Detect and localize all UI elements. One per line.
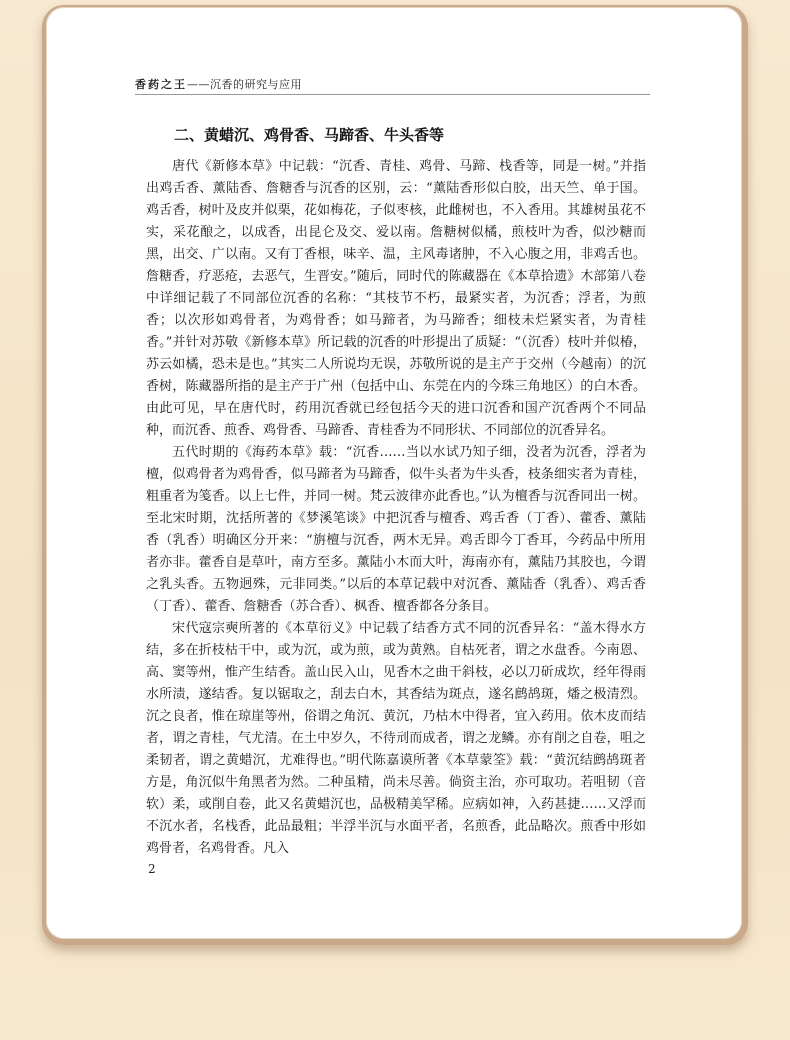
book-title: 香药之王	[135, 78, 187, 91]
section-title: 二、黄蜡沉、鸡骨香、马蹄香、牛头香等	[174, 126, 445, 144]
paragraph: 宋代寇宗奭所著的《本草衍义》中记载了结香方式不同的沉香异名：“盖木得水方结，多在折枝枯干中，或为沉，或为煎，或为黄熟。自枯死者，谓之水盘香。今南恩、高、窦等州，惟产生结香。盖山民入山，见香木之曲干斜枝，必以刀斫成坎，经年得雨水所渍，遂结香。复以锯取之，刮去白木，其香结为斑点，遂名鹧鸪斑，燔之极清烈。沉之良者，惟在琼崖等州，俗谓之角沉、黄沉，乃枯木中得者，宜入药用。依木皮而结者，谓之青桂，气尤清。在土中岁久，不待刓而成者，谓之龙鳞。亦有削之自卷，咀之柔韧者，谓之黄蜡沉，尤难得也。”明代陈嘉谟所著《本草蒙筌》载：“黄沉结鹧鸪斑者方是，角沉似牛角黑者为然。二种虽精，尚未尽善。倘资主治，亦可取功。若咀韧（音软）柔，或削自卷，此又名黄蜡沉也，品极精美罕稀。应病如神，入药甚捷……又浮而不沉水者，名栈香，此品最粗；半浮半沉与水面平者，名煎香，此品略次。煎香中形如鸡骨者，名鸡骨香。凡入	[146, 621, 646, 856]
paragraph: 五代时期的《海药本草》载：“沉香……当以水试乃知子细，没者为沉香，浮者为檀，似鸡骨者为鸡骨香，似马蹄者为马蹄香，似牛头者为牛头香，枝条细实者为青桂，粗重者为笺香。以上七件，并同一树。梵云波律亦此香也。”认为檀香与沉香同出一树。至北宋时期，沈括所著的《梦溪笔谈》中把沉香与檀香、鸡舌香（丁香）、藿香、薰陆香（乳香）明确区分开来：“旃檀与沉香，两木无异。鸡舌即今丁香耳，今药品中所用者亦非。藿香自是草叶，南方至多。薰陆小木而大叶，海南亦有，薰陆乃其胶也，今谓之乳头香。五物迥殊，元非同类。”以后的本草记载中对沉香、薰陆香（乳香）、鸡舌香（丁香）、藿香、詹糖香（苏合香）、枫香、檀香都各分条目。	[146, 445, 646, 614]
page-number: 2	[148, 862, 156, 876]
paragraph: 唐代《新修本草》中记载：“沉香、青桂、鸡骨、马蹄、栈香等，同是一树。”并指出鸡舌香、薰陆香、詹糖香与沉香的区别，云：“薰陆香形似白胶，出天竺、单于国。鸡舌香，树叶及皮并似栗，花如梅花，子似枣核，此雌树也，不入香用。其雄树虽花不实，采花酿之，以成香，出昆仑及交、爱以南。詹糖树似橘，煎枝叶为香，似沙糖而黑，出交、广以南。又有丁香根，味辛、温，主风毒诸肿，不入心腹之用，非鸡舌也。詹糖香，疗恶疮，去恶气，生晋安。”随后，同时代的陈藏器在《本草拾遗》木部第八卷中详细记载了不同部位沉香的名称：“其枝节不朽，最紧实者，为沉香；浮者，为煎香；以次形如鸡骨者，为鸡骨香；如马蹄者，为马蹄香；细枝未烂紧实者，为青桂香。”并针对苏敬《新修本草》所记载的沉香的叶形提出了质疑：“（沉香）枝叶并似椿，苏云如橘，恐未是也。”其实二人所说均无误，苏敬所说的是主产于交州（今越南）的沉香树，陈藏器所指的是主产于广州（包括中山、东莞在内的今珠三角地区）的白木香。由此可见，早在唐代时，药用沉香就已经包括今天的进口沉香和国产沉香两个不同品种，而沉香、煎香、鸡骨香、马蹄香、青桂香为不同形状、不同部位的沉香异名。	[146, 159, 646, 438]
body-text	[146, 156, 646, 860]
book-subtitle: ——沉香的研究与应用	[187, 78, 302, 91]
header-rule	[135, 94, 650, 95]
running-header	[135, 76, 302, 92]
